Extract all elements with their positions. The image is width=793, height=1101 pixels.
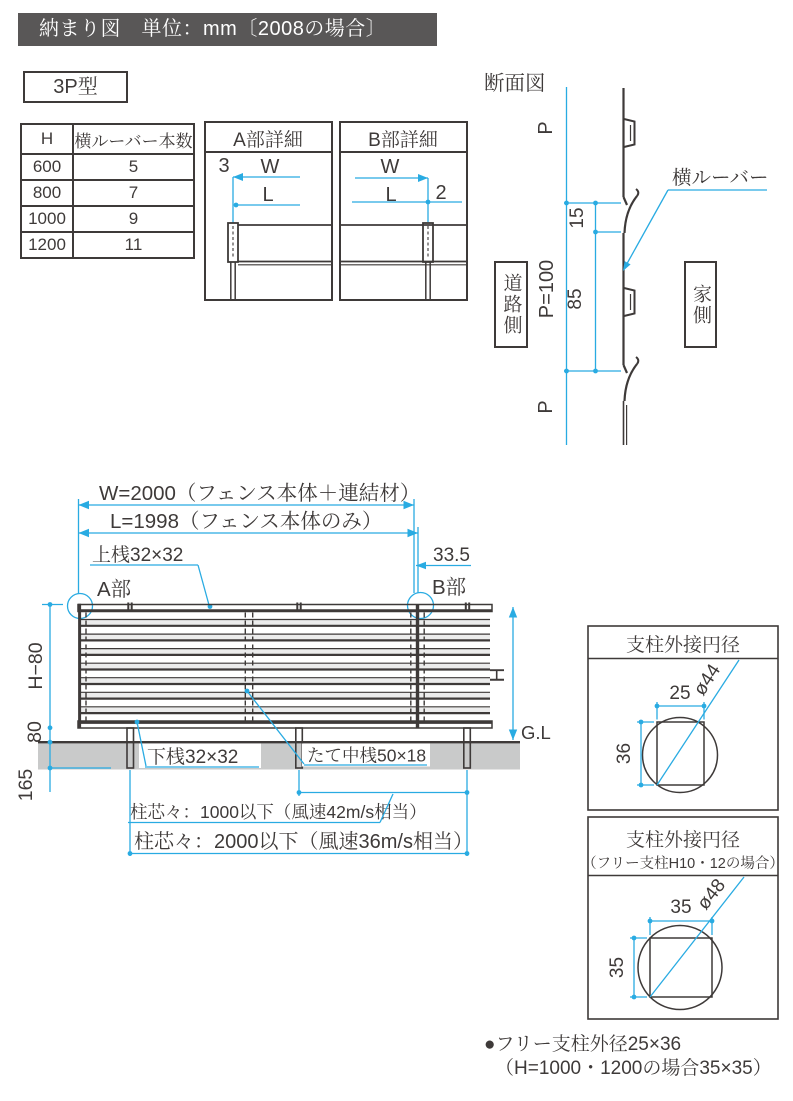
detail-a-w: W <box>260 156 280 178</box>
dim-h-minus-80: H−80 <box>25 642 47 690</box>
detail-b-l: L <box>385 184 397 206</box>
table-row <box>21 180 194 206</box>
dim-80: 80 <box>24 721 46 743</box>
cell-count: 5 <box>73 154 194 180</box>
section-louver-label: 横ルーバー <box>672 167 769 189</box>
circ2-title: 支柱外接円径 <box>625 830 741 851</box>
detail-b-panel <box>340 122 467 300</box>
detail-b-w: W <box>380 156 400 178</box>
cell-count: 11 <box>73 232 194 258</box>
circ2-post-section <box>650 938 712 997</box>
part-b-label: B部 <box>432 576 467 599</box>
circ1-circle <box>643 718 718 793</box>
circ1-diameter: ø44 <box>689 660 726 700</box>
section-dim-p-bottom: P <box>535 400 557 414</box>
section-bracket-mid <box>624 288 635 316</box>
section-bracket-top <box>624 119 635 147</box>
circumscribed-box-1 <box>588 626 778 810</box>
section-dim-85: 85 <box>565 288 586 310</box>
circ1-title: 支柱外接円径 <box>625 635 741 656</box>
detail-a-panel <box>205 122 332 300</box>
footnote-line-1: ●フリー支柱外径25×36 <box>484 1034 682 1055</box>
cell-h: 1000 <box>21 206 73 232</box>
elevation-drawing <box>15 482 551 856</box>
col-header-count: 横ルーバー本数 <box>73 124 194 154</box>
spec-table-header-row <box>21 124 194 154</box>
cell-h: 800 <box>21 180 73 206</box>
elevation-dim-l: L=1998（フェンス本体のみ） <box>110 510 383 533</box>
house-side-label: 家側 <box>684 261 717 348</box>
footnote <box>484 1033 772 1081</box>
circ2-width: 35 <box>670 897 692 918</box>
cross-section <box>535 87 769 445</box>
circ1-post-section <box>657 722 704 785</box>
dim-165: 165 <box>15 768 37 802</box>
model-type-badge: 3P型 <box>23 71 128 103</box>
louver-slats <box>81 620 490 714</box>
table-row <box>21 154 194 180</box>
mid-rail-label: たて中桟50×18 <box>307 745 427 766</box>
detail-b-offset: 2 <box>435 182 447 204</box>
part-a-label: A部 <box>97 578 132 601</box>
cell-h: 1200 <box>21 232 73 258</box>
circ2-subtitle: （フリー支柱H10・12の場合） <box>582 856 784 872</box>
spec-table-wrap <box>20 123 195 259</box>
fence-panel <box>78 603 492 729</box>
bottom-rail-label: 下桟32×32 <box>147 747 239 768</box>
circumscribed-box-2 <box>582 817 784 1019</box>
elevation-dim-w: W=2000（フェンス本体＋連結材） <box>99 482 421 505</box>
spec-table <box>20 123 195 259</box>
detail-a-l: L <box>262 184 274 206</box>
section-dim-p-top: P <box>535 121 557 135</box>
table-row <box>21 206 194 232</box>
top-rail-label: 上桟32×32 <box>92 545 184 566</box>
offset-33-5-label: 33.5 <box>433 545 470 566</box>
span-2000-label: 柱芯々：2000以下（風速36m/s相当） <box>134 831 473 853</box>
road-side-label: 道路側 <box>494 261 528 348</box>
circ2-height: 35 <box>607 956 628 979</box>
ground-level-label: G.L <box>521 722 551 743</box>
detail-b-title: B部詳細 <box>368 130 438 151</box>
circ1-width: 25 <box>669 683 691 704</box>
footnote-line-2: （H=1000・1200の場合35×35） <box>495 1058 772 1079</box>
section-dim-15: 15 <box>567 207 588 229</box>
page-title: 納まり図 単位：mm〔2008の場合〕 <box>18 13 437 46</box>
cell-h: 600 <box>21 154 73 180</box>
table-row <box>21 232 194 258</box>
ground-strip <box>38 742 520 770</box>
detail-a-offset: 3 <box>218 155 230 177</box>
detail-a-title: A部詳細 <box>233 130 303 151</box>
circ2-diameter: ø48 <box>693 875 731 914</box>
elevation-dim-h: H <box>486 667 509 683</box>
cell-count: 7 <box>73 180 194 206</box>
span-1000-label: 柱芯々：1000以下（風速42m/s相当） <box>130 802 427 822</box>
section-dim-p100: P=100 <box>536 259 558 319</box>
cell-count: 9 <box>73 206 194 232</box>
cross-section-title: 断面図 <box>484 72 546 95</box>
col-header-h: H <box>21 124 73 154</box>
circ1-height: 36 <box>614 742 635 765</box>
